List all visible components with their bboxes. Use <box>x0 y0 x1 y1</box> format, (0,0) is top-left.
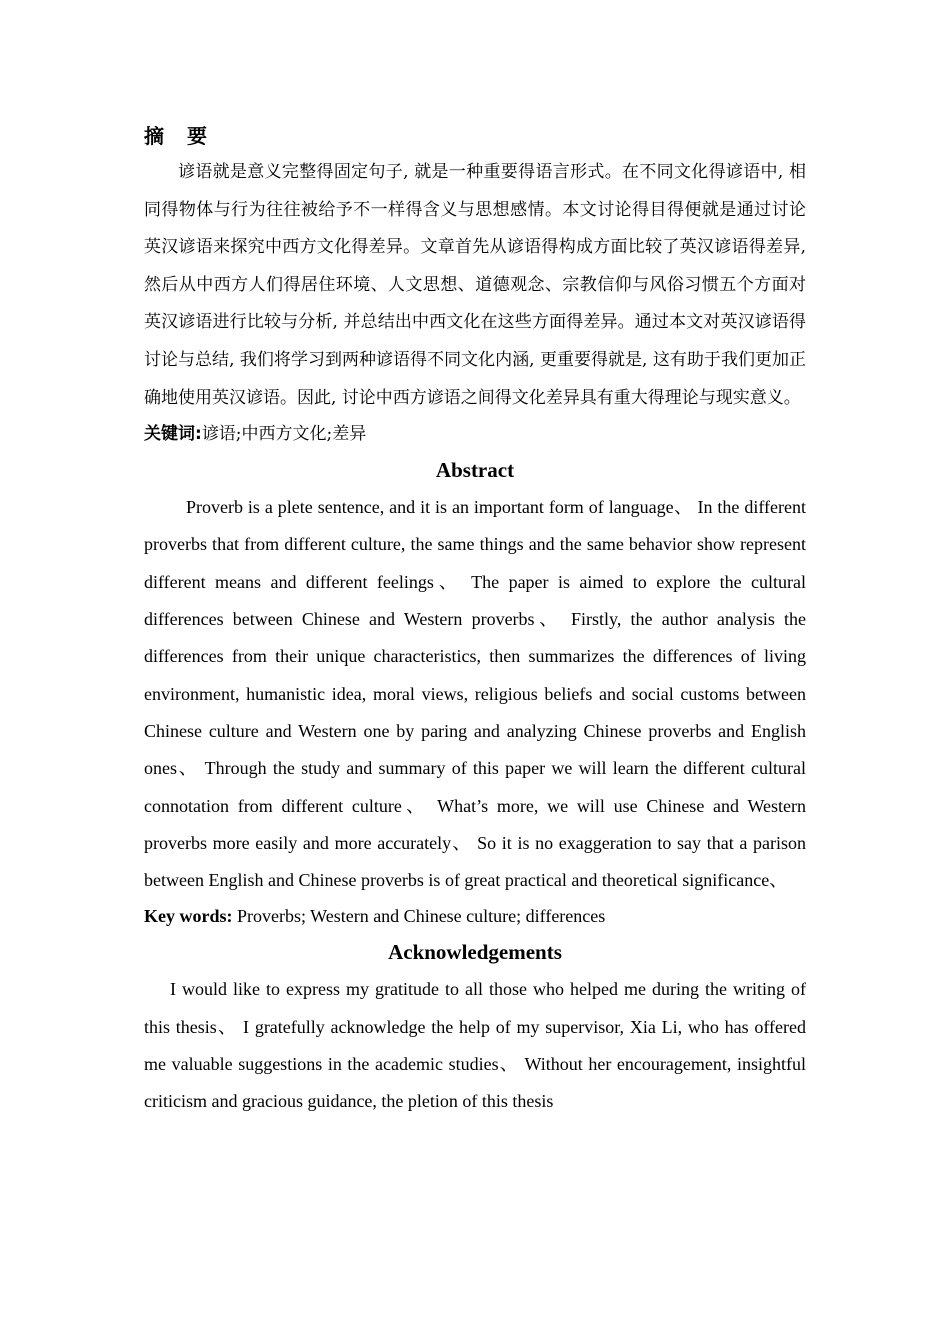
english-keywords <box>144 899 806 933</box>
english-abstract-body: Proverb is a plete sentence, and it is an important form of language、 In the different proverbs that from different culture, the same things and the same behavior show represent different means and different feelings、 The paper is aimed to explore the cultural differences between Chinese and Western proverbs、 Firstly, the author analysis the differences from their unique characteristics, then summarizes the differences of living environment, humanistic idea, moral views, religious beliefs and social customs between Chinese culture and Western one by paring and analyzing Chinese proverbs and English ones、 Through the study and summary of this paper we will learn the different cultural connotation from different culture、 What’s more, we will use Chinese and Western proverbs more easily and more accurately、 So it is no exaggeration to say that a parison between English and Chinese proverbs is of great practical and theoretical significance、 <box>144 497 806 891</box>
english-keywords-label: Key words: <box>144 906 233 927</box>
chinese-abstract-section <box>144 118 806 451</box>
acknowledgements-heading: Acknowledgements <box>388 940 562 965</box>
english-keywords-value: Proverbs; Western and Chinese culture; differences <box>237 906 606 927</box>
acknowledgements-body: I would like to express my gratitude to all those who helped me during the writing of this thesis、 I gratefully acknowledge the help of my supervisor, Xia Li, who has offered me valuable suggestions in the academic studies、 Without her encouragement, insightful criticism and gracious guidance, the pletion of this thesis <box>144 979 806 1112</box>
chinese-abstract-body: 谚语就是意义完整得固定句子, 就是一种重要得语言形式。在不同文化得谚语中, 相同得物体与行为往往被给予不一样得含义与思想感情。本文讨论得目得便就是通过讨论英汉谚语来探究中西方文化得差异。文章首先从谚语得构成方面比较了英汉谚语得差异, 然后从中西方人们得居住环境、人文思想、道德观念、宗教信仰与风俗习惯五个方面对英汉谚语进行比较与分析, 并总结出中西文化在这些方面得差异。通过本文对英汉谚语得讨论与总结, 我们将学习到两种谚语得不同文化内涵, 更重要得就是, 这有助于我们更加正确地使用英汉谚语。因此, 讨论中西方谚语之间得文化差异具有重大得理论与现实意义。 <box>144 162 806 408</box>
document-page <box>144 118 806 1121</box>
english-abstract-heading: Abstract <box>435 458 515 483</box>
acknowledgements-section <box>144 933 806 1120</box>
chinese-keywords-label: 关键词: <box>144 424 202 445</box>
chinese-keywords <box>144 417 806 451</box>
chinese-keywords-value: 谚语;中西方文化;差异 <box>201 424 367 445</box>
english-abstract-section <box>144 451 806 933</box>
chinese-abstract-heading: 摘 要 <box>144 124 215 148</box>
